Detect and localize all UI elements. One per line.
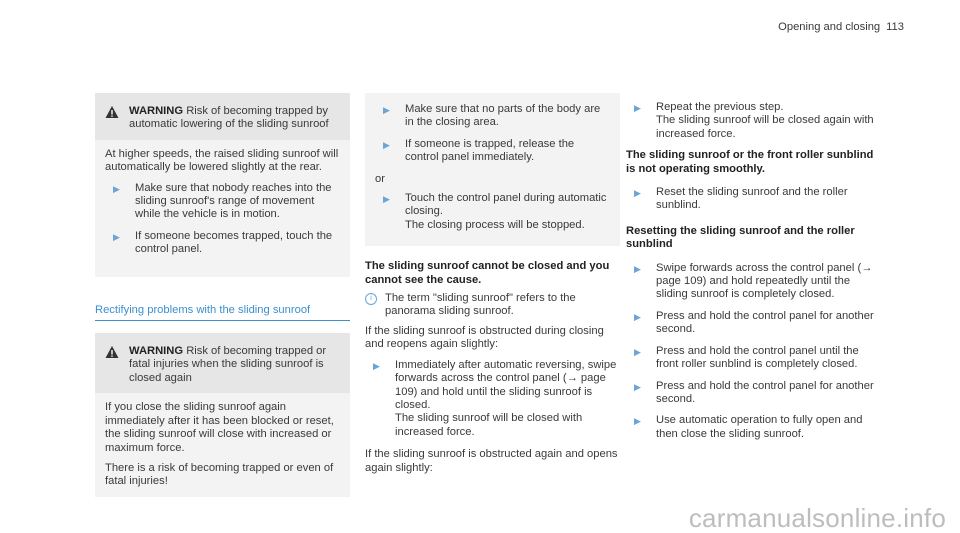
warning-body: If you close the sliding sunroof again immediately after it has been blocked or reset, the sliding sunroof will close with increased or maximum force.: [105, 401, 334, 454]
list-item: ▶ Reset the sliding sunroof and the roller sunblind.: [634, 186, 848, 212]
warning-body: At higher speeds, the raised sliding sunroof will automatically be lowered slightly at the rear.: [105, 147, 339, 174]
warning-triangle-icon: [105, 345, 119, 359]
heading: The sliding sunroof cannot be closed and you cannot see the cause.: [365, 260, 610, 286]
warning-body: There is a risk of becoming trapped or even of fatal injuries!: [105, 461, 334, 488]
paragraph: If the sliding sunroof is obstructed during closing and reopens again slightly:: [365, 324, 604, 351]
steps-box: [365, 93, 620, 246]
list-item: ▶ Touch the control panel during automatic closing. The closing process will be stopped.: [383, 192, 607, 231]
warning-label: WARNING: [129, 345, 184, 358]
arrow-right-icon: ▶: [383, 105, 390, 115]
column-2: [365, 93, 620, 482]
warning-box-1: [95, 93, 350, 277]
arrow-right-icon: ▶: [634, 381, 641, 392]
list-item: ▶ If someone is trapped, release the control panel immediately.: [383, 137, 575, 164]
watermark: carmanualsonline.info: [688, 502, 946, 533]
heading: Resetting the sliding sunroof and the roller sunblind: [626, 224, 855, 251]
list-item: ▶ Press and hold the control panel until the front roller sunblind is completely closed.: [634, 344, 859, 371]
arrow-right-icon: ▶: [113, 183, 120, 194]
list-item: ▶ Make sure that no parts of the body are in the closing area.: [383, 103, 601, 129]
heading: The sliding sunroof or the front roller sunblind is not operating smoothly.: [626, 149, 874, 175]
column-1: [95, 93, 350, 497]
list-item: ▶ Make sure that nobody reaches into the sliding sunroof's range of movement while the vehicle is in motion.: [113, 181, 332, 221]
paragraph: If the sliding sunroof is obstructed again and opens again slightly:: [365, 448, 618, 474]
page-header: [778, 21, 904, 34]
arrow-right-icon: ▶: [634, 416, 641, 427]
list-item: ▶ Repeat the previous step. The sliding sunroof will be closed again with increased force.: [634, 101, 874, 140]
section-rule: [95, 320, 350, 321]
warning-text: Risk of becoming trapped or fatal injuries when the sliding sunroof is closed again: [129, 345, 327, 384]
warning-label: WARNING: [129, 105, 184, 117]
arrow-right-icon: ▶: [383, 139, 390, 150]
list-item: ▶ Use automatic operation to fully open and then close the sliding sunroof.: [634, 414, 863, 440]
section-name: Opening and closing: [778, 21, 881, 33]
or-text: or: [375, 172, 385, 185]
arrow-right-icon: ▶: [634, 188, 641, 199]
list-item: ▶ Press and hold the control panel for another second.: [634, 309, 874, 336]
warning-header-2: [95, 333, 350, 393]
note: i The term "sliding sunroof" refers to the panorama sliding sunroof.: [365, 292, 620, 319]
warning-box-2: [95, 333, 350, 497]
list-item: ▶ Immediately after automatic reversing, swipe forwards across the control panel (→ page 109) and hold until the sliding sunroof is closed. The sliding sunroof will be closed with increased force.: [373, 358, 617, 438]
column-3: [626, 101, 881, 449]
arrow-right-icon: ▶: [383, 194, 390, 205]
list-item: ▶ If someone becomes trapped, touch the control panel.: [113, 229, 333, 256]
arrow-right-icon: ▶: [634, 311, 641, 322]
list-item: ▶ Press and hold the control panel for another second.: [634, 379, 874, 405]
arrow-right-icon: ▶: [113, 231, 120, 242]
list-item: ▶ Swipe forwards across the control panel (→ page 109) and hold repeatedly until the sliding sunroof is completely closed.: [634, 261, 873, 301]
section-title: Rectifying problems with the sliding sunroof: [95, 303, 311, 316]
warning-header-1: [95, 93, 350, 140]
warning-text: Risk of becoming trapped by automatic lowering of the sliding sunroof: [129, 105, 329, 131]
arrow-right-icon: ▶: [634, 346, 641, 357]
warning-triangle-icon: [105, 105, 119, 119]
arrow-right-icon: ▶: [634, 103, 641, 113]
section-title-block: [95, 304, 350, 321]
arrow-right-icon: ▶: [373, 360, 380, 371]
info-icon: i: [365, 293, 377, 305]
arrow-right-icon: ▶: [634, 263, 641, 274]
page-number: 113: [886, 21, 904, 33]
